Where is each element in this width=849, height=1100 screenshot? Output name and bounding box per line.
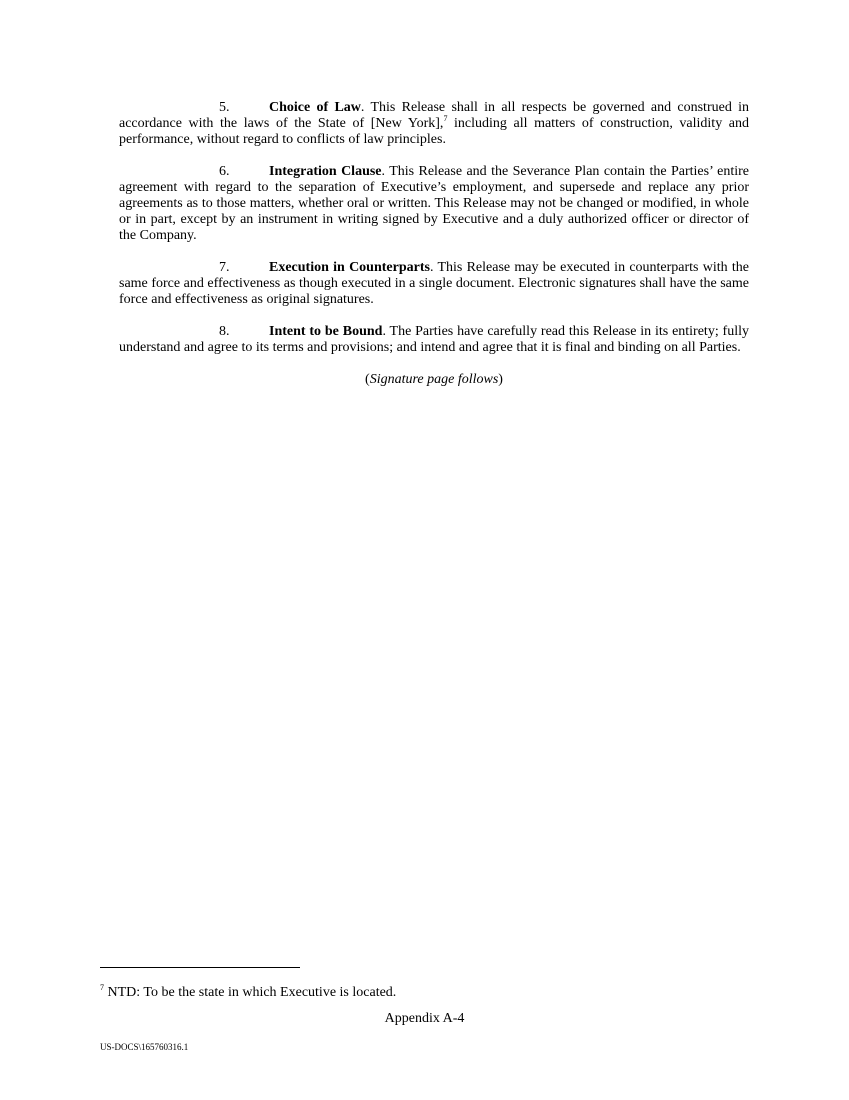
section-text-continued: including all matters of construction, validity and performance, without regard to conflicts of law principles. bbox=[119, 116, 749, 147]
signature-page-note bbox=[119, 372, 749, 388]
section-heading: Intent to be Bound bbox=[269, 324, 383, 339]
section-text: . The Parties have carefully read this Release in its entirety; fully understand and agree to its terms and provisions; and intend and agree that it is final and binding on all Parties. bbox=[119, 324, 749, 355]
section-integration-clause bbox=[119, 164, 749, 244]
footnote bbox=[100, 985, 396, 1001]
section-execution-in-counterparts bbox=[119, 260, 749, 308]
section-number: 8. bbox=[219, 324, 230, 339]
section-heading: Execution in Counterparts bbox=[269, 260, 430, 275]
signature-page-note-text: Signature page follows bbox=[369, 372, 499, 387]
section-choice-of-law bbox=[119, 100, 749, 148]
footnote-marker: 7 bbox=[100, 983, 104, 992]
paren-close: ) bbox=[498, 372, 503, 387]
page-label: Appendix A-4 bbox=[384, 1011, 465, 1026]
section-number: 6. bbox=[219, 164, 230, 179]
document-id: US-DOCS\165760316.1 bbox=[100, 1042, 189, 1052]
footnote-reference[interactable]: 7 bbox=[443, 114, 448, 123]
footnote-separator bbox=[100, 967, 300, 968]
section-heading: Integration Clause bbox=[269, 164, 382, 179]
section-text: . This Release and the Severance Plan contain the Parties’ entire agreement with regard to the separation of Executive’s employment, and supersede and replace any prior agreements as to those matters, whether oral or written. This Release may not be changed or modified, in whole or in part, except by an instrument in writing signed by Executive and a duly authorized officer or director of the Company. bbox=[119, 164, 749, 243]
release-body bbox=[119, 100, 749, 402]
section-number: 7. bbox=[219, 260, 230, 275]
footnote-text: NTD: To be the state in which Executive is located. bbox=[104, 985, 397, 1000]
section-text: . This Release shall in all respects be governed and construed in accordance with the laws of the State of [New York], bbox=[119, 100, 749, 131]
section-intent-to-be-bound bbox=[119, 324, 749, 356]
paren-open: ( bbox=[365, 372, 370, 387]
section-number: 5. bbox=[219, 100, 230, 115]
section-heading: Choice of Law bbox=[269, 100, 361, 115]
section-text: . This Release may be executed in counterparts with the same force and effectiveness as though executed in a single document. Electronic signatures shall have the same force and effectiveness as original signatures. bbox=[119, 260, 749, 307]
